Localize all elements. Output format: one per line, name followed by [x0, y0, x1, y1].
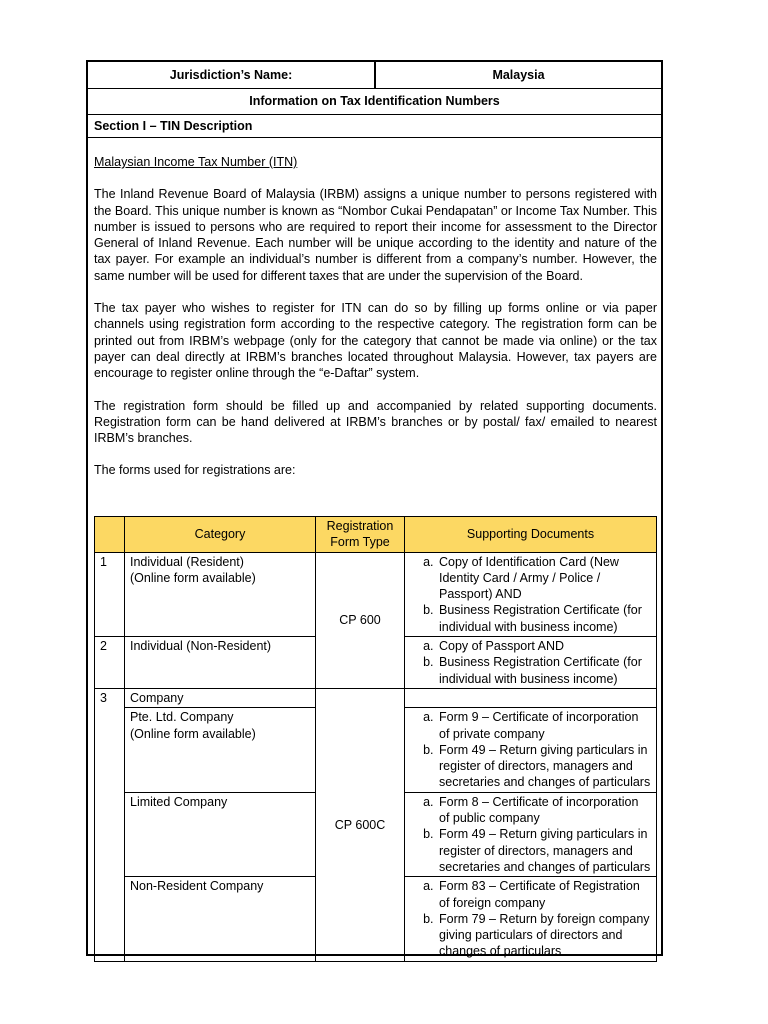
doc-item: b. Form 79 – Return by foreign company giving particulars of directors and changes of particulars [437, 911, 651, 960]
doc-item: a. Form 9 – Certificate of incorporation of private company [437, 709, 651, 742]
itn-subheading: Malaysian Income Tax Number (ITN) [94, 155, 298, 169]
header-supporting-docs: Supporting Documents [405, 517, 657, 553]
header-num-cell [95, 517, 125, 553]
category-cell [125, 708, 316, 792]
doc-item: a. Form 8 – Certificate of incorporation of public company [437, 794, 651, 827]
jurisdiction-row [88, 62, 661, 89]
category-note: (Online form available) [130, 726, 256, 741]
table-row [95, 688, 657, 707]
docs-cell [405, 877, 657, 961]
category-note: (Online form available) [130, 570, 256, 585]
doc-item: b. Business Registration Certificate (for individual with business income) [437, 654, 651, 687]
row-number: 3 [95, 688, 125, 961]
category-cell [125, 552, 316, 636]
form-type-cp600c: CP 600C [316, 688, 405, 961]
row-number: 2 [95, 637, 125, 689]
docs-cell [405, 708, 657, 792]
doc-item: b. Form 49 – Return giving particulars in register of directors, managers and secretaries and changes of particulars [437, 826, 651, 875]
category-name: Individual (Non-Resident) [125, 637, 316, 689]
table-header-row [95, 517, 657, 553]
docs-cell [405, 792, 657, 876]
body-text [94, 154, 657, 495]
document-frame [86, 60, 663, 959]
jurisdiction-label: Jurisdiction’s Name: [88, 62, 376, 88]
paragraph-2: The tax payer who wishes to register for ITN can do so by filling up forms online or via paper channels using registration form according to the respective category. The registration form can be printed out from IRBM’s webpage (only for the category that cannot be made via online) or the tax payer can deal directly at IRBM’s branches located throughout Malaysia. However, tax payers are encourage to register online through the “e-Daftar” system. [94, 301, 657, 381]
paragraph-3: The registration form should be filled up and accompanied by related supporting documents. Registration form can be hand delivered at IRBM’s branches or by postal/ fax/ emailed to nearest IRBM’s branches. [94, 398, 657, 446]
row-number: 1 [95, 552, 125, 636]
table-row [95, 552, 657, 636]
category-name: Individual (Resident) [130, 554, 244, 569]
header-category: Category [125, 517, 316, 553]
doc-item: b. Form 49 – Return giving particulars in register of directors, managers and secretaries and changes of particulars [437, 742, 651, 791]
doc-item: a. Copy of Identification Card (New Identity Card / Army / Police / Passport) AND [437, 554, 651, 603]
jurisdiction-value: Malaysia [492, 68, 545, 82]
doc-item: b. Business Registration Certificate (for individual with business income) [437, 602, 651, 635]
category-name: Limited Company [125, 792, 316, 876]
header-form-type: Registration Form Type [316, 517, 405, 553]
section-heading: Section I – TIN Description [88, 114, 661, 138]
category-name: Company [125, 688, 316, 707]
document-title: Information on Tax Identification Numbers [88, 88, 661, 115]
docs-cell-empty [405, 688, 657, 707]
paragraph-1: The Inland Revenue Board of Malaysia (IRBM) assigns a unique number to persons registered with the Board. This unique number is known as “Nombor Cukai Pendapatan” or Income Tax Number. This number is issued to persons who are required to report their income for assessment to the Director General of Inland Revenue. Each number will be unique according to the identity and nature of the tax payer. For example an individual’s number is different from a company’s number. However, the same number will be used for different taxes that are under the supervision of the Board. [94, 187, 657, 283]
doc-item: a. Form 83 – Certificate of Registration of foreign company [437, 878, 651, 911]
form-type-cp600: CP 600 [316, 552, 405, 688]
category-name: Non-Resident Company [125, 877, 316, 961]
docs-cell [405, 552, 657, 636]
docs-cell [405, 637, 657, 689]
registration-table [94, 516, 657, 962]
category-name: Pte. Ltd. Company [130, 710, 234, 725]
doc-item: a. Copy of Passport AND [437, 638, 651, 654]
paragraph-4: The forms used for registrations are: [94, 463, 296, 478]
